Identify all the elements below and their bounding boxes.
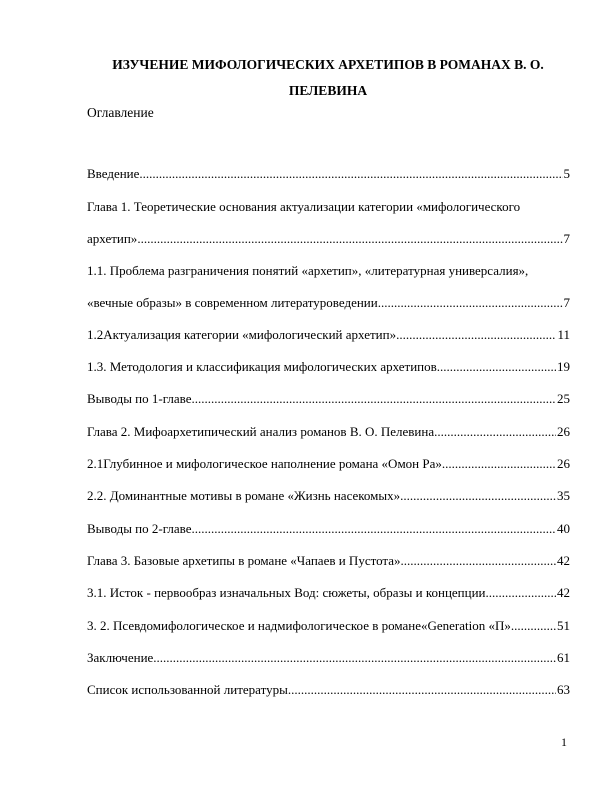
toc-leader-dots [191,390,556,408]
toc-entry-page: 61 [557,650,570,665]
toc-entry-section-1-3[interactable] [87,358,570,376]
toc-entry-page: 42 [557,553,570,568]
toc-leader-dots [396,326,556,344]
toc-entry-page: 26 [557,424,570,439]
toc-leader-dots [137,230,562,248]
toc-entry-label: Глава 3. Базовые архетипы в романе «Чапаев и Пустота» [87,553,401,568]
toc-leader-dots [288,681,556,699]
toc-leader-dots [191,520,556,538]
toc-entry-conclusions-chapter-1[interactable] [87,390,570,408]
toc-entry-page: 51 [557,618,570,633]
toc-entry-label: 1.1. Проблема разграничения понятий «архетип», «литературная универсалия», [87,263,529,278]
document-title-line-1: ИЗУЧЕНИЕ МИФОЛОГИЧЕСКИХ АРХЕТИПОВ В РОМАНАХ В. О. [112,57,544,72]
toc-entry-label: Выводы по 1-главе [87,391,192,406]
toc-entry-label: 2.2. Доминантные мотивы в романе «Жизнь насекомых» [87,488,401,503]
toc-leader-dots [139,165,562,183]
toc-entry-page: 11 [557,327,570,342]
toc-entry-label: «вечные образы» в современном литературоведении [87,295,378,310]
toc-leader-dots [400,487,556,505]
toc-entry-page: 25 [557,391,570,406]
toc-entry-chapter-1-line-1[interactable] [87,198,570,216]
toc-entry-page: 19 [557,359,570,374]
toc-leader-dots [442,455,556,473]
toc-entry-section-2-2[interactable] [87,487,570,505]
toc-entry-page: 26 [557,456,570,471]
toc-entry-section-1-1-line-2[interactable] [87,294,570,312]
toc-entry-page: 7 [563,295,570,310]
toc-entry-label: 3. 2. Псевдомифологическое и надмифологическое в романе«Generation «П» [87,618,511,633]
toc-entry-label: 1.3. Методология и классификация мифологических архетипов [87,359,437,374]
document-title [86,52,570,104]
toc-entry-label: Список использованной литературы [87,682,288,697]
toc-entry-chapter-3[interactable] [87,552,570,570]
toc-entry-section-3-2[interactable] [87,617,570,635]
toc-entry-bibliography[interactable] [87,681,570,699]
toc-entry-chapter-1-line-2[interactable] [87,230,570,248]
toc-leader-dots [511,617,556,635]
toc-entry-label: 2.1Глубинное и мифологическое наполнение романа «Омон Ра» [87,456,442,471]
toc-entry-label: Глава 2. Мифоархетипический анализ романов В. О. Пелевина [87,424,435,439]
toc-leader-dots [153,649,556,667]
toc-entry-page: 40 [557,521,570,536]
page-number: 1 [561,735,567,749]
toc-entry-label: Глава 1. Теоретические основания актуализации категории «мифологического [87,199,521,214]
toc-entry-label: Введение [87,166,140,181]
toc-entry-section-1-1-line-1[interactable] [87,262,570,280]
toc-entry-label: Заключение [87,650,154,665]
toc-leader-dots [434,423,556,441]
toc-entry-page: 5 [563,166,570,181]
toc-entry-label: 3.1. Исток - первообраз изначальных Вод: сюжеты, образы и концепции [87,585,486,600]
toc-entry-page: 35 [557,488,570,503]
toc-entry-conclusions-chapter-2[interactable] [87,520,570,538]
toc-entry-page: 63 [557,682,570,697]
toc-entry-introduction[interactable] [87,165,570,183]
toc-entry-section-2-1[interactable] [87,455,570,473]
toc-entry-section-1-2[interactable] [87,326,570,344]
toc-leader-dots [401,552,556,570]
toc-entry-label: архетип» [87,231,138,246]
toc-leader-dots [486,584,557,602]
toc-entry-page: 42 [557,585,570,600]
toc-entry-label: 1.2Актуализация категории «мифологический архетип» [87,327,397,342]
toc-leader-dots [378,294,563,312]
toc-entry-conclusion[interactable] [87,649,570,667]
toc-leader-dots [437,358,556,376]
toc-heading: Оглавление [87,105,154,120]
document-title-line-2: ПЕЛЕВИНА [288,83,368,98]
toc-entry-section-3-1[interactable] [87,584,570,602]
toc-entry-chapter-2[interactable] [87,423,570,441]
toc-entry-label: Выводы по 2-главе [87,521,192,536]
toc-entry-page: 7 [563,231,570,246]
